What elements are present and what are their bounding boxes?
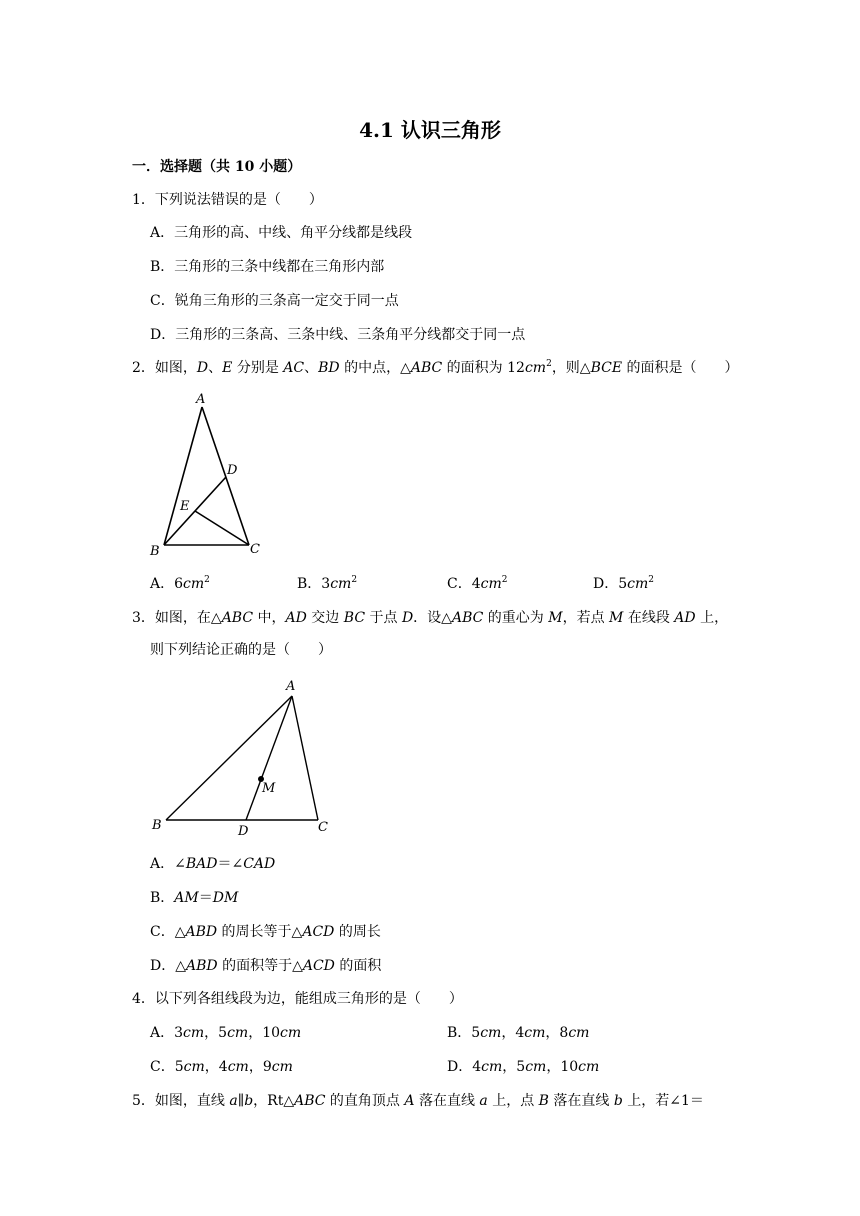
q2-option-exponent: 2 [648, 575, 654, 585]
q3-option-var: ABD [185, 924, 218, 940]
q3-text: ．设△ [413, 610, 452, 626]
q5-var: b [613, 1093, 623, 1109]
q3-option-var: ACD [302, 924, 335, 940]
question-1-stem: 1．下列说法错误的是（ ） [132, 192, 323, 208]
q3-option-text: ＝ [198, 890, 213, 906]
question-4-stem: 4．以下列各组线段为边，能组成三角形的是（ ） [132, 991, 463, 1007]
question-5-stem [132, 1091, 704, 1111]
q3-option-text: 的面积等于△ [217, 958, 303, 974]
q2-var: D [196, 360, 209, 376]
q3-edge-ac [292, 696, 318, 820]
q4-value: 5 [471, 1025, 481, 1041]
q3-option-text: A．∠ [150, 856, 186, 872]
q4-value: 8 [559, 1025, 569, 1041]
q4-unit: cm [578, 1059, 600, 1075]
q5-text: 上，点 [487, 1093, 539, 1109]
q3-label-b: B [152, 818, 162, 833]
q2-text: ，则△ [551, 360, 591, 376]
q3-label-c: C [318, 820, 328, 835]
question-3-stem-line2: 则下列结论正确的是（ ） [150, 642, 332, 658]
q5-var: B [538, 1093, 549, 1109]
q3-var: ABC [451, 610, 484, 626]
q4-unit: cm [524, 1025, 546, 1041]
q4-value: 10 [262, 1025, 281, 1041]
q4-unit: cm [280, 1025, 302, 1041]
q4-sep: ， [248, 1059, 263, 1075]
q3-text: ，若点 [562, 610, 610, 626]
q2-option-b [297, 574, 357, 594]
q2-option-unit: cm [480, 576, 502, 592]
q4-sep: ， [546, 1059, 561, 1075]
q4-unit: cm [271, 1059, 293, 1075]
q3-option-text: ＝∠ [217, 856, 244, 872]
section-heading: 一．选择题（共 10 小题） [132, 159, 302, 175]
q2-var: ABC [410, 360, 443, 376]
q2-text: 、 [304, 360, 319, 376]
q2-option-exponent: 2 [204, 575, 210, 585]
q3-var: M [548, 610, 563, 626]
q4-option-d [447, 1057, 599, 1077]
q2-text: 的中点，△ [339, 360, 411, 376]
q2-edge-ac [202, 407, 249, 545]
q4-option-label: C． [150, 1059, 175, 1075]
q3-option-text: D．△ [150, 958, 186, 974]
q3-option-var: CAD [243, 856, 276, 872]
q4-option-b [447, 1023, 589, 1043]
q2-option-text: D．5 [593, 576, 628, 592]
q3-text: 在线段 [623, 610, 675, 626]
q4-option-label: D． [447, 1059, 473, 1075]
q2-label-a: A [196, 392, 206, 407]
q2-segment-ce [195, 511, 249, 545]
q3-triangle-figure [140, 672, 345, 844]
q4-unit: cm [227, 1025, 249, 1041]
q4-sep: ， [204, 1025, 219, 1041]
q5-text: 的直角顶点 [325, 1093, 405, 1109]
question-2-stem [132, 358, 739, 378]
q3-option-d [150, 956, 381, 976]
q4-sep: ， [501, 1025, 516, 1041]
q2-option-d [593, 574, 654, 594]
q4-unit: cm [183, 1059, 205, 1075]
q3-option-text: C．△ [150, 924, 186, 940]
q4-value: 4 [218, 1059, 228, 1075]
q5-var: b [244, 1093, 254, 1109]
q4-value: 4 [472, 1059, 482, 1075]
q5-var: a [479, 1093, 488, 1109]
q3-option-c [150, 922, 381, 942]
q3-option-var: DM [212, 890, 239, 906]
q4-value: 9 [262, 1059, 272, 1075]
q5-var: ABC [294, 1093, 326, 1109]
q1-option-b: B．三角形的三条中线都在三角形内部 [150, 259, 385, 275]
q5-text: ∥ [237, 1093, 245, 1109]
q3-option-var: ACD [302, 958, 335, 974]
q2-option-text: C．4 [447, 576, 481, 592]
q5-var: a [229, 1093, 238, 1109]
q2-label-c: C [250, 542, 260, 557]
page-title: 4.1 认识三角形 [359, 118, 501, 142]
q3-text: 交边 [306, 610, 344, 626]
q4-value: 5 [174, 1059, 184, 1075]
q3-var: D [401, 610, 414, 626]
q3-text: 上， [695, 610, 729, 626]
q3-var: ABC [221, 610, 254, 626]
q3-option-text: B． [150, 890, 175, 906]
q3-var: M [609, 610, 624, 626]
q3-label-a: A [286, 679, 296, 694]
q3-text: 的重心为 [483, 610, 549, 626]
q3-option-text: 的面积 [334, 958, 382, 974]
q1-option-d: D．三角形的三条高、三条中线、三条角平分线都交于同一点 [150, 327, 526, 343]
q2-var: BCE [590, 360, 623, 376]
q4-sep: ， [545, 1025, 560, 1041]
q4-unit: cm [183, 1025, 205, 1041]
q2-option-exponent: 2 [501, 575, 508, 585]
q2-triangle-figure [140, 388, 280, 560]
q2-text: 、 [208, 360, 223, 376]
q3-option-var: BAD [185, 856, 218, 872]
q4-unit: cm [568, 1025, 590, 1041]
q2-var: BD [318, 360, 340, 376]
q4-sep: ， [248, 1025, 263, 1041]
q3-text: 中， [253, 610, 286, 626]
q4-value: 4 [515, 1025, 525, 1041]
q4-option-label: B． [447, 1025, 472, 1041]
q2-text: 的面积为 12 [442, 360, 525, 376]
q4-option-label: A． [150, 1025, 175, 1041]
q2-label-d: D [227, 463, 238, 478]
q3-var: AD [674, 610, 696, 626]
q3-var: AD [285, 610, 307, 626]
q2-unit: cm [524, 360, 547, 376]
q5-text: ，Rt△ [253, 1093, 295, 1109]
q2-option-c [447, 574, 507, 594]
q4-unit: cm [525, 1059, 547, 1075]
q3-text: 于点 [365, 610, 402, 626]
q4-unit: cm [481, 1059, 503, 1075]
q3-text: 3．如图，在△ [132, 610, 222, 626]
q4-sep: ， [502, 1059, 517, 1075]
q4-unit: cm [227, 1059, 249, 1075]
q2-option-text: A．6 [150, 576, 184, 592]
q3-option-a [150, 854, 275, 874]
q3-label-m: M [262, 781, 276, 796]
q2-var: AC [283, 360, 305, 376]
q4-sep: ， [204, 1059, 219, 1075]
q4-option-a [150, 1023, 301, 1043]
q2-option-exponent: 2 [351, 575, 358, 585]
q2-text: 的面积是（ ） [622, 360, 739, 376]
q2-var: E [222, 360, 233, 376]
q1-option-a: A．三角形的高、中线、角平分线都是线段 [150, 225, 413, 241]
q3-segment-ad [246, 696, 292, 820]
q3-label-d: D [238, 824, 249, 839]
q5-text: 上，若∠1＝ [622, 1093, 704, 1109]
question-3-stem-line1 [132, 608, 728, 628]
q2-option-a [150, 574, 210, 594]
q2-option-unit: cm [330, 576, 352, 592]
q2-text: 2．如图， [132, 360, 197, 376]
q4-unit: cm [480, 1025, 502, 1041]
q2-label-e: E [180, 499, 190, 514]
q4-value: 5 [218, 1025, 228, 1041]
q5-text: 落在直线 [548, 1093, 614, 1109]
q4-option-c [150, 1057, 293, 1077]
q4-value: 3 [174, 1025, 184, 1041]
q3-option-text: 的周长等于△ [217, 924, 303, 940]
q2-option-text: B．3 [297, 576, 331, 592]
q2-label-b: B [150, 544, 160, 559]
q5-text: 5．如图，直线 [132, 1093, 230, 1109]
q3-option-var: ABD [186, 958, 218, 974]
q2-exponent: 2 [546, 359, 552, 369]
q3-option-b [150, 888, 238, 908]
q5-text: 落在直线 [414, 1093, 480, 1109]
q4-value: 5 [516, 1059, 526, 1075]
q5-var: A [404, 1093, 415, 1109]
q2-option-unit: cm [183, 576, 205, 592]
q3-var: BC [343, 610, 366, 626]
q3-option-text: 的周长 [334, 924, 381, 940]
q4-value: 10 [560, 1059, 579, 1075]
q2-option-unit: cm [627, 576, 649, 592]
q2-text: 分别是 [232, 360, 284, 376]
q1-option-c: C．锐角三角形的三条高一定交于同一点 [150, 293, 399, 309]
q3-option-var: AM [174, 890, 199, 906]
q3-edge-ab [166, 696, 292, 820]
